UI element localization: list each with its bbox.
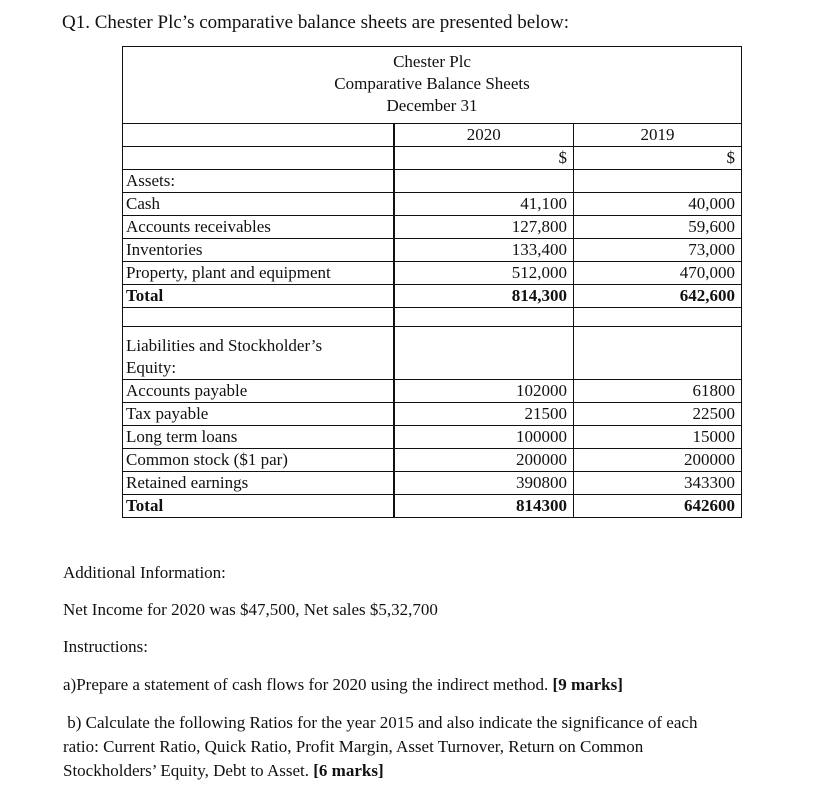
table-row	[123, 380, 742, 403]
row-label: Retained earnings	[123, 472, 394, 495]
row-label: Property, plant and equipment	[123, 262, 394, 285]
row-label: Cash	[123, 193, 394, 216]
part-a-text	[63, 675, 623, 695]
total-2019: 642,600	[574, 285, 742, 308]
assets-total-row	[123, 285, 742, 308]
year-2020: 2020	[394, 124, 574, 147]
total-2020: 814300	[394, 495, 574, 518]
table-row	[123, 403, 742, 426]
balance-sheet-table	[122, 46, 742, 518]
value-2020: 133,400	[394, 239, 574, 262]
table-row	[123, 216, 742, 239]
value-2019: 343300	[574, 472, 742, 495]
table-row	[123, 472, 742, 495]
instructions-heading: Instructions:	[63, 637, 148, 656]
table-header-row	[123, 47, 742, 124]
liabilities-heading	[123, 327, 394, 380]
row-label: Long term loans	[123, 426, 394, 449]
value-2019: 40,000	[574, 193, 742, 216]
part-a-instruction: a)Prepare a statement of cash flows for 2020 using the indirect method.	[63, 675, 549, 694]
value-2019: 470,000	[574, 262, 742, 285]
net-income-text: Net Income for 2020 was $47,500, Net sales $5,32,700	[63, 600, 438, 619]
table-row	[123, 262, 742, 285]
value-2020: 41,100	[394, 193, 574, 216]
total-2019: 642600	[574, 495, 742, 518]
liabilities-heading-row	[123, 327, 742, 380]
part-a-marks: [9 marks]	[552, 675, 623, 694]
value-2019: 15000	[574, 426, 742, 449]
row-label: Common stock ($1 par)	[123, 449, 394, 472]
total-2020: 814,300	[394, 285, 574, 308]
liabilities-heading-line2: Equity:	[126, 358, 177, 377]
value-2020: 100000	[394, 426, 574, 449]
year-row	[123, 124, 742, 147]
liabilities-heading-line1: Liabilities and Stockholder’s	[126, 336, 323, 355]
value-2020: 21500	[394, 403, 574, 426]
part-b-text	[63, 711, 697, 783]
total-label: Total	[123, 495, 394, 518]
spacer-row	[123, 308, 742, 327]
table-row	[123, 449, 742, 472]
value-2019: 61800	[574, 380, 742, 403]
value-2019: 73,000	[574, 239, 742, 262]
part-b-line3-text: Stockholders’ Equity, Debt to Asset.	[63, 761, 310, 780]
value-2020: 512,000	[394, 262, 574, 285]
liabilities-total-row	[123, 495, 742, 518]
row-label: Tax payable	[123, 403, 394, 426]
row-label: Accounts receivables	[123, 216, 394, 239]
question-title: Q1. Chester Plc’s comparative balance sheets are presented below:	[62, 12, 570, 33]
currency-2019: $	[574, 147, 742, 170]
part-b-marks: [6 marks]	[313, 761, 384, 780]
sheet-date: December 31	[386, 96, 478, 115]
assets-heading: Assets:	[123, 170, 394, 193]
assets-heading-row	[123, 170, 742, 193]
currency-2020: $	[394, 147, 574, 170]
row-label: Inventories	[123, 239, 394, 262]
part-b-line3	[63, 759, 697, 783]
sheet-title: Comparative Balance Sheets	[334, 74, 530, 93]
table-row	[123, 239, 742, 262]
table-row	[123, 426, 742, 449]
additional-info-heading: Additional Information:	[63, 563, 226, 582]
currency-row	[123, 147, 742, 170]
table-row	[123, 193, 742, 216]
value-2020: 390800	[394, 472, 574, 495]
year-2019: 2019	[574, 124, 742, 147]
table-header	[123, 47, 742, 124]
value-2019: 22500	[574, 403, 742, 426]
value-2020: 200000	[394, 449, 574, 472]
company-name: Chester Plc	[393, 52, 471, 71]
value-2020: 127,800	[394, 216, 574, 239]
value-2019: 59,600	[574, 216, 742, 239]
row-label: Accounts payable	[123, 380, 394, 403]
part-b-line2: ratio: Current Ratio, Quick Ratio, Profit Margin, Asset Turnover, Return on Common	[63, 737, 644, 756]
value-2020: 102000	[394, 380, 574, 403]
total-label: Total	[123, 285, 394, 308]
value-2019: 200000	[574, 449, 742, 472]
part-b-line1: b) Calculate the following Ratios for the year 2015 and also indicate the significance of each	[63, 713, 698, 732]
